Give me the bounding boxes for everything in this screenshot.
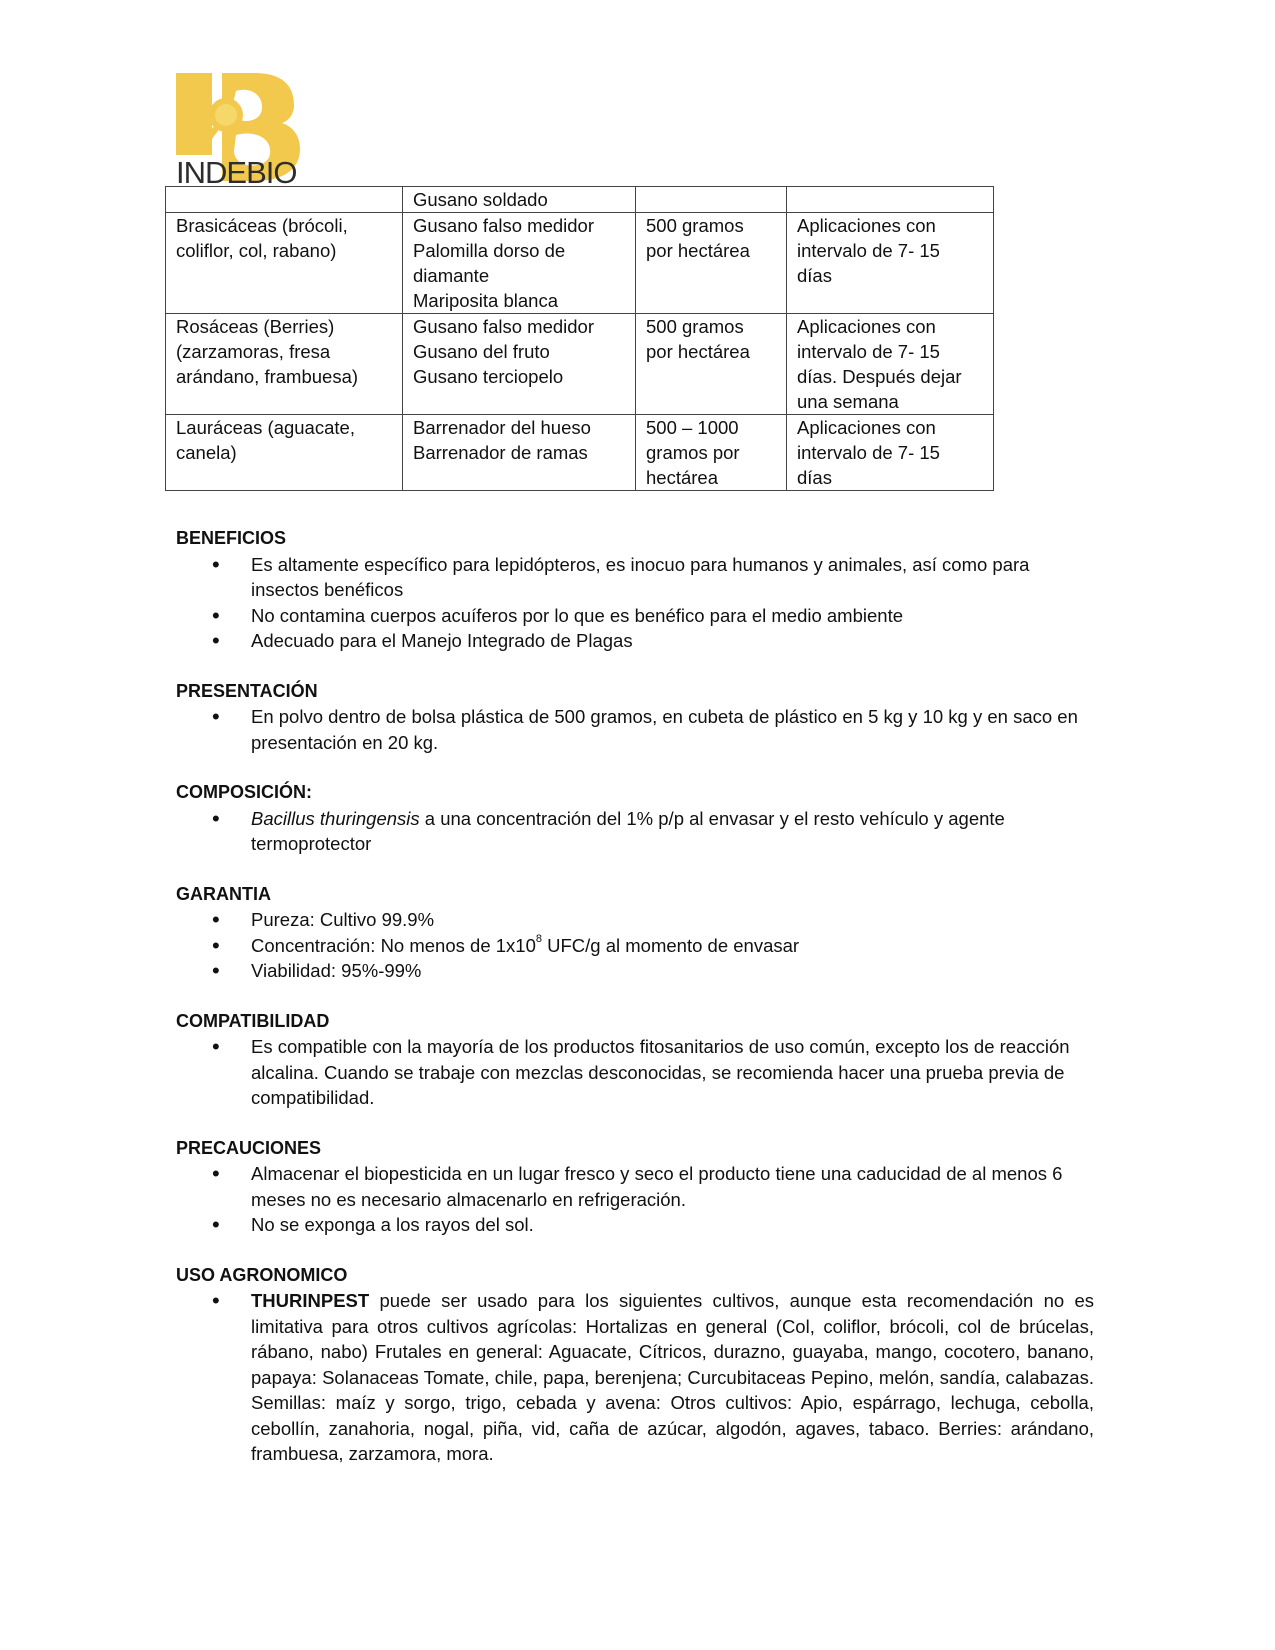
section-heading: COMPATIBILIDAD <box>176 1010 330 1031</box>
bullet-list <box>176 806 1094 857</box>
section-heading: COMPOSICIÓN: <box>176 782 313 802</box>
table-cell <box>166 187 403 213</box>
composition-text: a una concentración del 1% p/p al envasar y el resto vehículo y agente termoprotector <box>251 807 1005 854</box>
section-beneficios <box>176 526 1094 654</box>
table-cell: Aplicaciones con intervalo de 7- 15 días <box>787 415 994 491</box>
section-presentacion <box>176 679 1094 756</box>
table-row <box>166 314 994 415</box>
section-compatibilidad <box>176 1009 1094 1111</box>
list-item: • No contamina cuerpos acuíferos por lo que es benéfico para el medio ambiente <box>176 603 1094 629</box>
section-heading: GARANTIA <box>176 883 271 904</box>
table-cell: Gusano falso medidor Gusano del fruto Gusano terciopelo <box>403 314 636 415</box>
table-cell: Gusano falso medidor Palomilla dorso de diamante Mariposita blanca <box>403 213 636 314</box>
concentration-suffix: UFC/g al momento de envasar <box>542 934 800 956</box>
bullet-list <box>176 1034 1094 1111</box>
list-item <box>176 933 1094 959</box>
table-cell <box>636 187 787 213</box>
table-cell: Aplicaciones con intervalo de 7- 15 días <box>787 213 994 314</box>
section-garantia <box>176 882 1094 984</box>
list-item: • Es altamente específico para lepidópteros, es inocuo para humanos y animales, así como para insectos benéficos <box>176 552 1094 603</box>
table-cell: Brasicáceas (brócoli, coliflor, col, rabano) <box>166 213 403 314</box>
section-uso-agronomico <box>176 1263 1094 1467</box>
bullet-list <box>176 704 1094 755</box>
concentration-exponent: 8 <box>535 933 542 946</box>
table-cell: 500 gramos por hectárea <box>636 213 787 314</box>
usage-text: puede ser usado para los siguientes cultivos, aunque esta recomendación no es limitativa para otros cultivos agrícolas: Hortalizas en general (Col, coliflor, brócoli, col de brúcelas, rábano, nabo) Frutales en general: Aguacate, Cítricos, durazno, guayaba, mango, cocotero, banano, papaya: Solanaceas Tomate, chile, papa, berenjena; Curcubitaceas Pepino, melón, sandía, calabazas. Semillas: maíz y sorgo, trigo, cebada y avena: Otros cultivos: Apio, espárrago, lechuga, cebolla, cebollín, zanahoria, nogal, piña, vid, caña de azúcar, algodón, agaves, tabaco. Berries: arándano, frambuesa, zarzamora, mora. <box>251 1290 1094 1464</box>
section-composicion <box>176 780 1094 857</box>
concentration-prefix: Concentración: No menos de 1x10 <box>251 934 536 956</box>
table-cell: 500 – 1000 gramos por hectárea <box>636 415 787 491</box>
species-name: Bacillus thuringensis <box>251 807 420 829</box>
table-cell <box>787 187 994 213</box>
list-item <box>176 806 1094 857</box>
table-row <box>166 187 994 213</box>
list-item: • Es compatible con la mayoría de los productos fitosanitarios de uso común, excepto los de reacción alcalina. Cuando se trabaje con mezclas desconocidas, se recomienda hacer una prueba previa de compatibilidad. <box>176 1034 1094 1111</box>
bullet-list <box>176 552 1094 654</box>
indebio-logo-text: INDEBIO <box>176 155 297 190</box>
list-item: • Pureza: Cultivo 99.9% <box>176 907 1094 933</box>
section-heading: PRESENTACIÓN <box>176 680 318 701</box>
section-precauciones <box>176 1136 1094 1238</box>
section-heading: PRECAUCIONES <box>176 1137 322 1158</box>
bullet-list <box>176 1161 1094 1238</box>
list-item: • Almacenar el biopesticida en un lugar fresco y seco el producto tiene una caducidad de al menos 6 meses no es necesario almacenarlo en refrigeración. <box>176 1161 1094 1212</box>
list-item <box>176 1288 1094 1467</box>
table-cell: 500 gramos por hectárea <box>636 314 787 415</box>
list-item: • Viabilidad: 95%-99% <box>176 958 1094 984</box>
bullet-list <box>176 907 1094 984</box>
section-heading: USO AGRONOMICO <box>176 1264 348 1285</box>
product-name: THURINPEST <box>251 1290 370 1311</box>
table-cell: Rosáceas (Berries) (zarzamoras, fresa arándano, frambuesa) <box>166 314 403 415</box>
section-heading: BENEFICIOS <box>176 528 287 548</box>
table-cell: Aplicaciones con intervalo de 7- 15 días. Después dejar una semana <box>787 314 994 415</box>
bullet-list <box>176 1288 1094 1467</box>
crop-application-table <box>165 186 994 491</box>
table-cell: Gusano soldado <box>403 187 636 213</box>
list-item: • Adecuado para el Manejo Integrado de Plagas <box>176 628 1094 654</box>
list-item: • No se exponga a los rayos del sol. <box>176 1212 1094 1238</box>
product-sections <box>176 526 1094 1492</box>
list-item: • En polvo dentro de bolsa plástica de 500 gramos, en cubeta de plástico en 5 kg y 10 kg y en saco en presentación en 20 kg. <box>176 704 1094 755</box>
table-row <box>166 415 994 491</box>
table-row <box>166 213 994 314</box>
table-cell: Barrenador del hueso Barrenador de ramas <box>403 415 636 491</box>
table-cell: Lauráceas (aguacate, canela) <box>166 415 403 491</box>
